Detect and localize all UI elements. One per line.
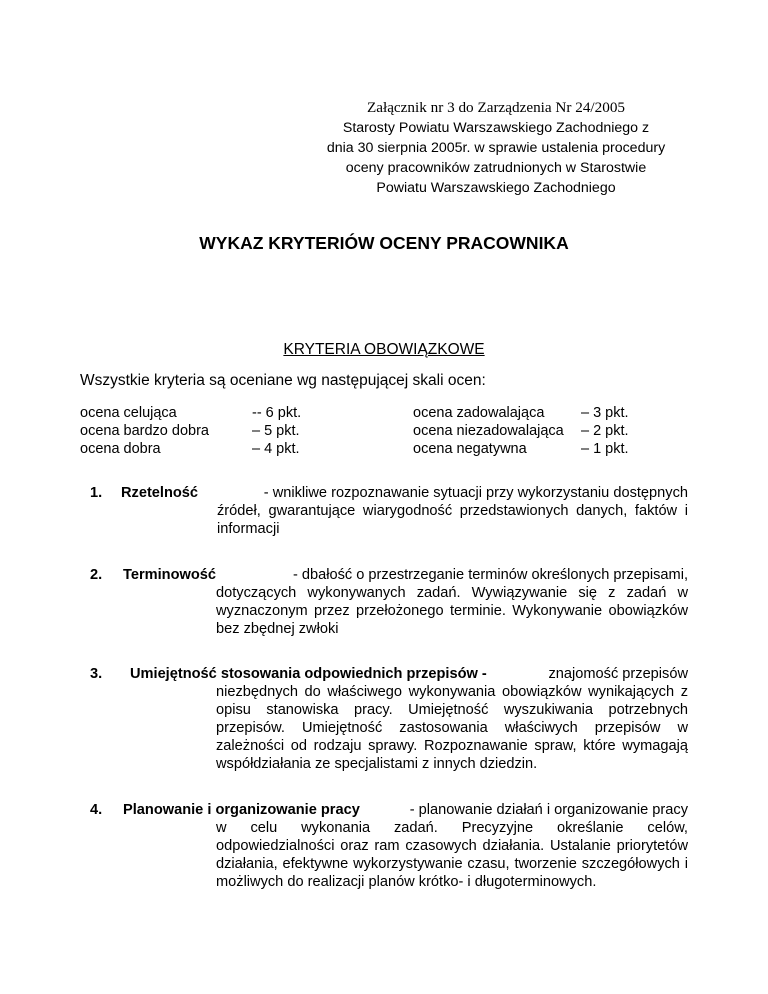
scale-row <box>413 440 629 458</box>
criterion-description-start: - dbałość o przestrzeganie terminów określonych przepisami, <box>292 567 688 583</box>
scale-name: ocena niezadowalająca <box>413 423 564 439</box>
scale-row <box>80 422 301 440</box>
document-header <box>300 98 692 198</box>
criterion-4 <box>90 801 688 891</box>
criterion-1 <box>90 484 688 538</box>
criterion-description-start: znajomość przepisów <box>548 666 688 682</box>
scale-points: – 1 pkt. <box>581 441 629 457</box>
criterion-description: w celu wykonania zadań. Precyzyjne określanie celów, odpowiedzialności oraz ram czasowych działania. Ustalanie priorytetów działania, efektywne wykorzystywanie czasu, tworzenie szczegółowych i możliwych do realizacji planów krótko- i długoterminowych. <box>216 820 688 890</box>
rating-scale-right <box>413 404 629 458</box>
section-subtitle: KRYTERIA OBOWIĄZKOWE <box>283 341 485 358</box>
page-title: WYKAZ KRYTERIÓW OCENY PRACOWNIKA <box>199 233 569 253</box>
scale-name: ocena dobra <box>80 441 161 457</box>
criterion-3 <box>90 665 688 773</box>
criterion-description: dotyczących wykonywanych zadań. Wywiązywanie się z zadań w wyznaczonym przez przełożonego terminie. Wykonywanie obowiązków bez zbędnej zwłoki <box>216 585 688 637</box>
scale-name: ocena bardzo dobra <box>80 423 209 439</box>
scale-points: – 2 pkt. <box>581 423 629 439</box>
scale-name: ocena celująca <box>80 405 177 421</box>
criterion-first-line <box>121 484 688 502</box>
criterion-description-start: - planowanie działań i organizowanie pracy <box>409 802 688 818</box>
criterion-first-line <box>123 566 688 584</box>
header-line-5: Powiatu Warszawskiego Zachodniego <box>376 180 616 196</box>
scale-name: ocena zadowalająca <box>413 405 545 421</box>
header-line-1: Załącznik nr 3 do Zarządzenia Nr 24/2005 <box>366 99 626 116</box>
criterion-description-start: - wnikliwe rozpoznawanie sytuacji przy wykorzystaniu dostępnych <box>263 485 688 501</box>
scale-row <box>80 440 301 458</box>
scale-row <box>413 422 629 440</box>
criterion-first-line <box>123 801 688 819</box>
criterion-2 <box>90 566 688 638</box>
criterion-number: 2. <box>90 567 103 583</box>
criterion-term: Rzetelność <box>121 485 199 501</box>
header-line-4: oceny pracowników zatrudnionych w Starostwie <box>345 160 647 176</box>
scale-row <box>80 404 301 422</box>
scale-row <box>413 404 629 422</box>
criterion-description: niezbędnych do właściwego wykonywania obowiązków wynikających z opisu stanowiska pracy. Umiejętność wyszukiwania potrzebnych przepisów. Umiejętność zastosowania właściwych przepisów w zależności od rodzaju sprawy. Rozpoznawanie spraw, które wymagają współdziałania ze specjalistami z innych dziedzin. <box>216 684 688 772</box>
scale-points: – 4 pkt. <box>252 441 300 457</box>
criterion-number: 3. <box>90 666 103 682</box>
scale-intro: Wszystkie kryteria są oceniane wg następującej skali ocen: <box>80 372 486 389</box>
criterion-first-line <box>130 665 688 683</box>
scale-points: -- 6 pkt. <box>252 405 302 421</box>
criterion-term: Terminowość <box>123 567 216 583</box>
scale-name: ocena negatywna <box>413 441 527 457</box>
scale-points: – 5 pkt. <box>252 423 300 439</box>
criterion-term: Planowanie i organizowanie pracy <box>123 802 360 818</box>
header-line-2: Starosty Powiatu Warszawskiego Zachodniego z <box>342 120 650 136</box>
criterion-number: 4. <box>90 802 103 818</box>
header-line-3: dnia 30 sierpnia 2005r. w sprawie ustalenia procedury <box>326 140 666 156</box>
scale-points: – 3 pkt. <box>581 405 629 421</box>
criterion-number: 1. <box>90 485 103 501</box>
criterion-term: Umiejętność stosowania odpowiednich przepisów - <box>130 666 487 682</box>
criterion-description: źródeł, gwarantujące wiarygodność przedstawionych danych, faktów i informacji <box>217 503 688 537</box>
rating-scale-left <box>80 404 301 458</box>
